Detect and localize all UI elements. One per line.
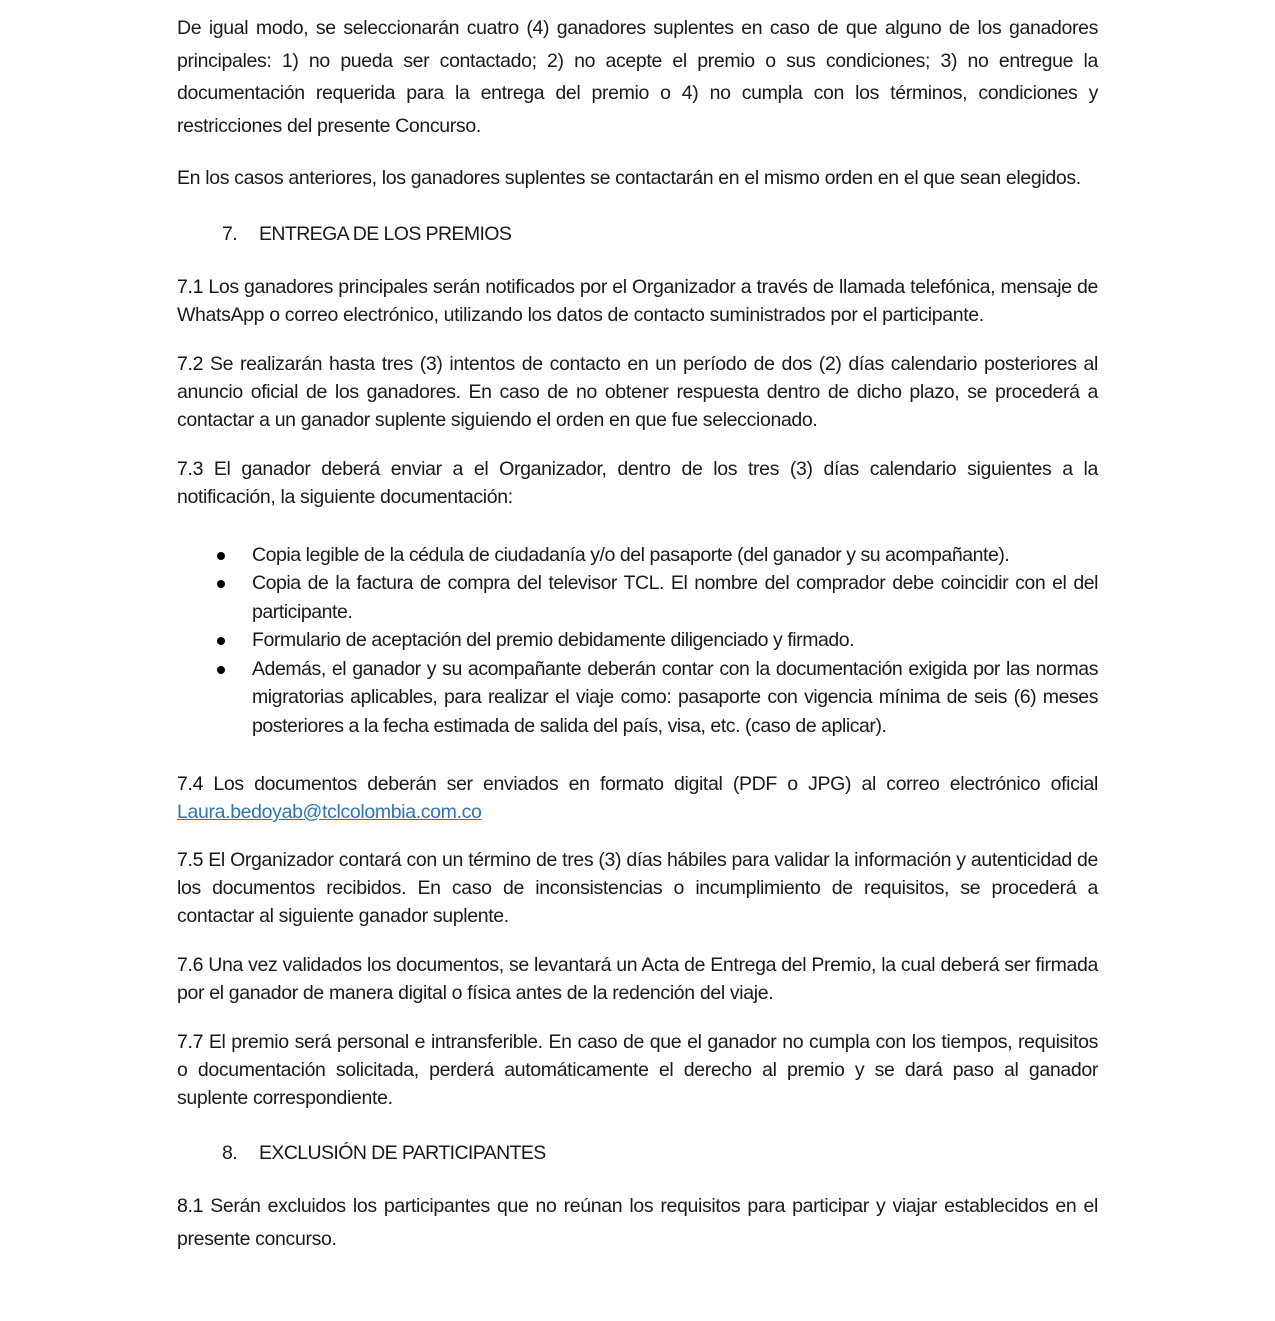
list-item xyxy=(177,626,1098,655)
clause-number: 8.1 xyxy=(177,1195,204,1217)
clause-7-2 xyxy=(177,350,1098,434)
clause-7-3 xyxy=(177,455,1098,511)
clause-text: Los documentos deberán ser enviados en formato digital (PDF o JPG) al correo electrónico oficial xyxy=(213,773,1098,795)
clause-text: El ganador deberá enviar a el Organizador, dentro de los tres (3) días calendario siguientes a la notificación, la siguiente documentación: xyxy=(177,457,1098,508)
clause-number: 7.7 xyxy=(177,1031,204,1053)
section-number: 8. xyxy=(222,1142,238,1164)
clause-text: Se realizarán hasta tres (3) intentos de contacto en un período de dos (2) días calendario posteriores al anuncio oficial de los ganadores. En caso de no obtener respuesta dentro de dicho plazo, se procederá a contactar a un ganador suplente siguiendo el orden en que fue seleccionado. xyxy=(177,352,1098,431)
clause-number: 7.5 xyxy=(177,849,204,871)
clause-8-1 xyxy=(177,1190,1098,1255)
required-documents-list xyxy=(177,541,1098,741)
clause-7-5 xyxy=(177,846,1098,930)
clause-7-4 xyxy=(177,770,1098,826)
clause-text: Los ganadores principales serán notificados por el Organizador a través de llamada telefónica, mensaje de WhatsApp o correo electrónico, utilizando los datos de contacto suministrados por el participante. xyxy=(177,275,1098,326)
clause-7-1 xyxy=(177,273,1098,329)
section-number: 7. xyxy=(222,222,238,245)
section-heading-8 xyxy=(222,1139,1098,1167)
list-item-text: Además, el ganador y su acompañante deberán contar con la documentación exigida por las normas migratorias aplicables, para realizar el viaje como: pasaporte con vigencia mínima de seis (6) meses posteriores a la fecha estimada de salida del país, visa, etc. (caso de aplicar). xyxy=(252,657,1098,737)
clause-number: 7.4 xyxy=(177,773,204,795)
paragraph-alternate-winners: De igual modo, se seleccionarán cuatro (4) ganadores suplentes en caso de que alguno de los ganadores principales: 1) no pueda ser contactado; 2) no acepte el premio o sus condiciones; 3) no entregue la documentación requerida para la entrega del premio o 4) no cumpla con los términos, condiciones y restricciones del presente Concurso. xyxy=(177,17,1098,137)
clause-text: Una vez validados los documentos, se levantará un Acta de Entrega del Premio, la cual deberá ser firmada por el ganador de manera digital o física antes de la redención del viaje. xyxy=(177,954,1098,1004)
clause-number: 7.3 xyxy=(177,457,204,480)
bullet-icon xyxy=(217,666,225,674)
document-page xyxy=(177,12,1098,1255)
bullet-icon xyxy=(217,552,225,560)
clause-7-6 xyxy=(177,951,1098,1007)
email-link[interactable]: Laura.bedoyab@tclcolombia.com.co xyxy=(177,801,482,823)
list-item xyxy=(177,655,1098,741)
paragraph-alternate-order: En los casos anteriores, los ganadores suplentes se contactarán en el mismo orden en el que sean elegidos. xyxy=(177,167,1081,189)
section-title: ENTREGA DE LOS PREMIOS xyxy=(259,222,512,245)
list-item-text: Formulario de aceptación del premio debidamente diligenciado y firmado. xyxy=(252,629,855,651)
clause-7-7 xyxy=(177,1028,1098,1112)
list-item xyxy=(177,541,1098,570)
bullet-icon xyxy=(217,580,225,588)
clause-number: 7.2 xyxy=(177,352,204,375)
clause-text: Serán excluidos los participantes que no reúnan los requisitos para participar y viajar establecidos en el presente concurso. xyxy=(177,1195,1098,1250)
list-item-text: Copia legible de la cédula de ciudadanía y/o del pasaporte (del ganador y su acompañante). xyxy=(252,543,1010,566)
clause-text: El premio será personal e intransferible. En caso de que el ganador no cumpla con los tiempos, requisitos o documentación solicitada, perderá automáticamente el derecho al premio y se dará paso al ganador suplente correspondiente. xyxy=(177,1031,1098,1109)
bullet-icon xyxy=(217,637,225,645)
section-heading-7 xyxy=(222,220,1098,248)
clause-number: 7.6 xyxy=(177,954,204,976)
section-title: EXCLUSIÓN DE PARTICIPANTES xyxy=(259,1142,546,1164)
clause-text: El Organizador contará con un término de tres (3) días hábiles para validar la información y autenticidad de los documentos recibidos. En caso de inconsistencias o incumplimiento de requisitos, se procederá a contactar al siguiente ganador suplente. xyxy=(177,849,1098,927)
clause-number: 7.1 xyxy=(177,275,204,298)
list-item-text: Copia de la factura de compra del televisor TCL. El nombre del comprador debe coincidir con el del participante. xyxy=(252,572,1098,623)
list-item xyxy=(177,569,1098,626)
